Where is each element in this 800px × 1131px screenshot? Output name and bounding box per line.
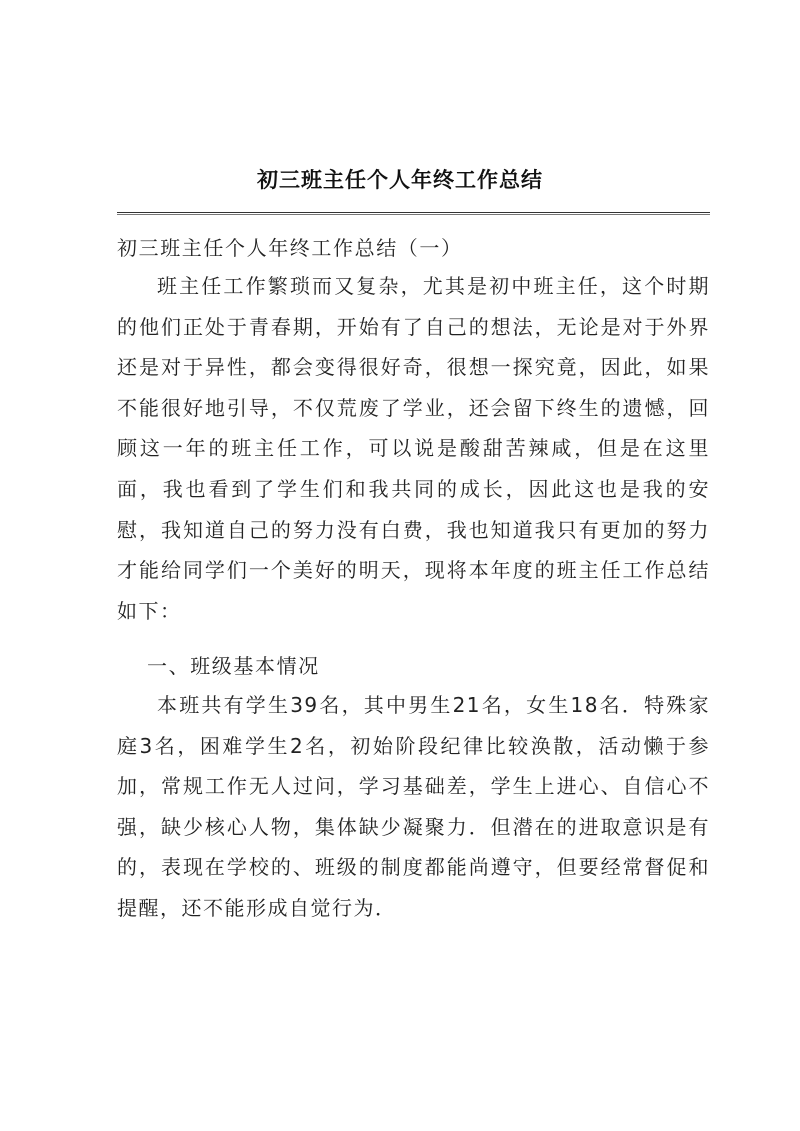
intro-paragraph: 班主任工作繁琐而又复杂，尤其是初中班主任，这个时期的他们正处于青春期，开始有了自己的想法，无论是对于外界还是对于异性，都会变得很好奇，很想一探究竟，因此，如果不能很好地引导，不仅荒废了学业，还会留下终生的遗憾，回顾这一年的班主任工作，可以说是酸甜苦辣咸，但是在这里面，我也看到了学生们和我共同的成长，因此这也是我的安慰，我知道自己的努力没有白费，我也知道我只有更加的努力才能给同学们一个美好的明天，现将本年度的班主任工作总结如下： <box>117 274 710 623</box>
title-divider <box>117 212 710 215</box>
section-heading-class-overview: 一、班级基本情况 <box>147 654 320 678</box>
document-title: 初三班主任个人年终工作总结 <box>257 167 543 192</box>
class-overview-paragraph: 本班共有学生39名，其中男生21名，女生18名．特殊家庭3名，困难学生2名，初始阶段纪律比较涣散，活动懒于参加，常规工作无人过问，学习基础差，学生上进心、自信心不强，缺少核心人物，集体缺少凝聚力．但潜在的进取意识是有的，表现在学校的、班级的制度都能尚遵守，但要经常督促和提醒，还不能形成自觉行为． <box>117 693 710 920</box>
section-subtitle: 初三班主任个人年终工作总结（一） <box>117 236 463 260</box>
